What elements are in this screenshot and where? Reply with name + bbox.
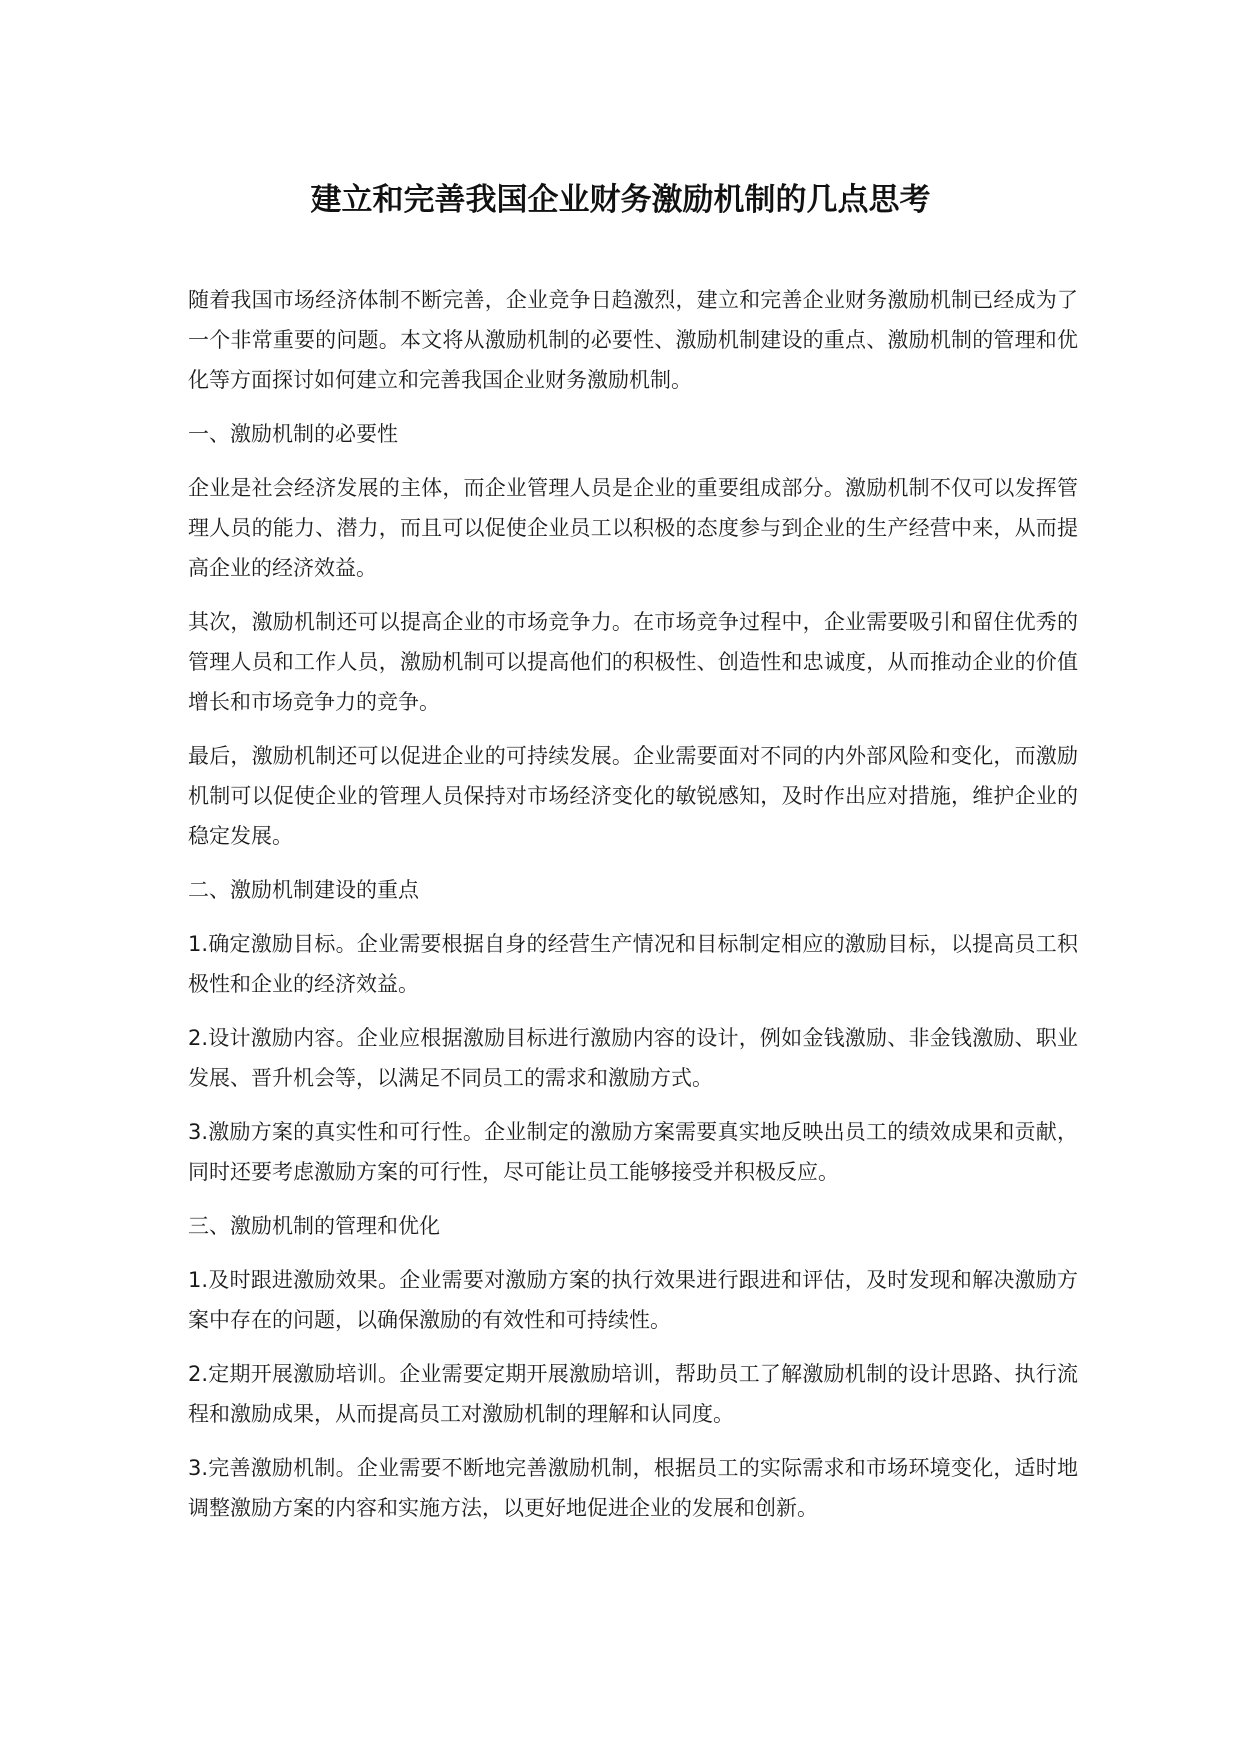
paragraph: 最后，激励机制还可以促进企业的可持续发展。企业需要面对不同的内外部风险和变化，而激励机制可以促使企业的管理人员保持对市场经济变化的敏锐感知，及时作出应对措施，维护企业的稳定发展。 (188, 744, 1078, 848)
paragraph: 2.设计激励内容。企业应根据激励目标进行激励内容的设计，例如金钱激励、非金钱激励、职业发展、晋升机会等，以满足不同员工的需求和激励方式。 (188, 1026, 1078, 1090)
intro-paragraph: 随着我国市场经济体制不断完善，企业竞争日趋激烈，建立和完善企业财务激励机制已经成为了一个非常重要的问题。本文将从激励机制的必要性、激励机制建设的重点、激励机制的管理和优化等方面探讨如何建立和完善我国企业财务激励机制。 (188, 288, 1078, 392)
document-title: 建立和完善我国企业财务激励机制的几点思考 (310, 182, 931, 218)
document-body (188, 280, 1078, 1542)
paragraph: 3.激励方案的真实性和可行性。企业制定的激励方案需要真实地反映出员工的绩效成果和贡献，同时还要考虑激励方案的可行性，尽可能让员工能够接受并积极反应。 (188, 1120, 1078, 1184)
paragraph: 其次，激励机制还可以提高企业的市场竞争力。在市场竞争过程中，企业需要吸引和留住优秀的管理人员和工作人员，激励机制可以提高他们的积极性、创造性和忠诚度，从而推动企业的价值增长和市场竞争力的竞争。 (188, 610, 1078, 714)
paragraph: 1.及时跟进激励效果。企业需要对激励方案的执行效果进行跟进和评估，及时发现和解决激励方案中存在的问题，以确保激励的有效性和可持续性。 (188, 1268, 1078, 1332)
section-heading-management: 三、激励机制的管理和优化 (188, 1214, 440, 1238)
paragraph: 2.定期开展激励培训。企业需要定期开展激励培训，帮助员工了解激励机制的设计思路、执行流程和激励成果，从而提高员工对激励机制的理解和认同度。 (188, 1362, 1078, 1426)
section-heading-construction: 二、激励机制建设的重点 (188, 878, 419, 902)
paragraph: 1.确定激励目标。企业需要根据自身的经营生产情况和目标制定相应的激励目标，以提高员工积极性和企业的经济效益。 (188, 932, 1078, 996)
section-heading-necessity: 一、激励机制的必要性 (188, 422, 398, 446)
paragraph: 企业是社会经济发展的主体，而企业管理人员是企业的重要组成部分。激励机制不仅可以发挥管理人员的能力、潜力，而且可以促使企业员工以积极的态度参与到企业的生产经营中来，从而提高企业的经济效益。 (188, 476, 1078, 580)
paragraph: 3.完善激励机制。企业需要不断地完善激励机制，根据员工的实际需求和市场环境变化，适时地调整激励方案的内容和实施方法，以更好地促进企业的发展和创新。 (188, 1456, 1078, 1520)
